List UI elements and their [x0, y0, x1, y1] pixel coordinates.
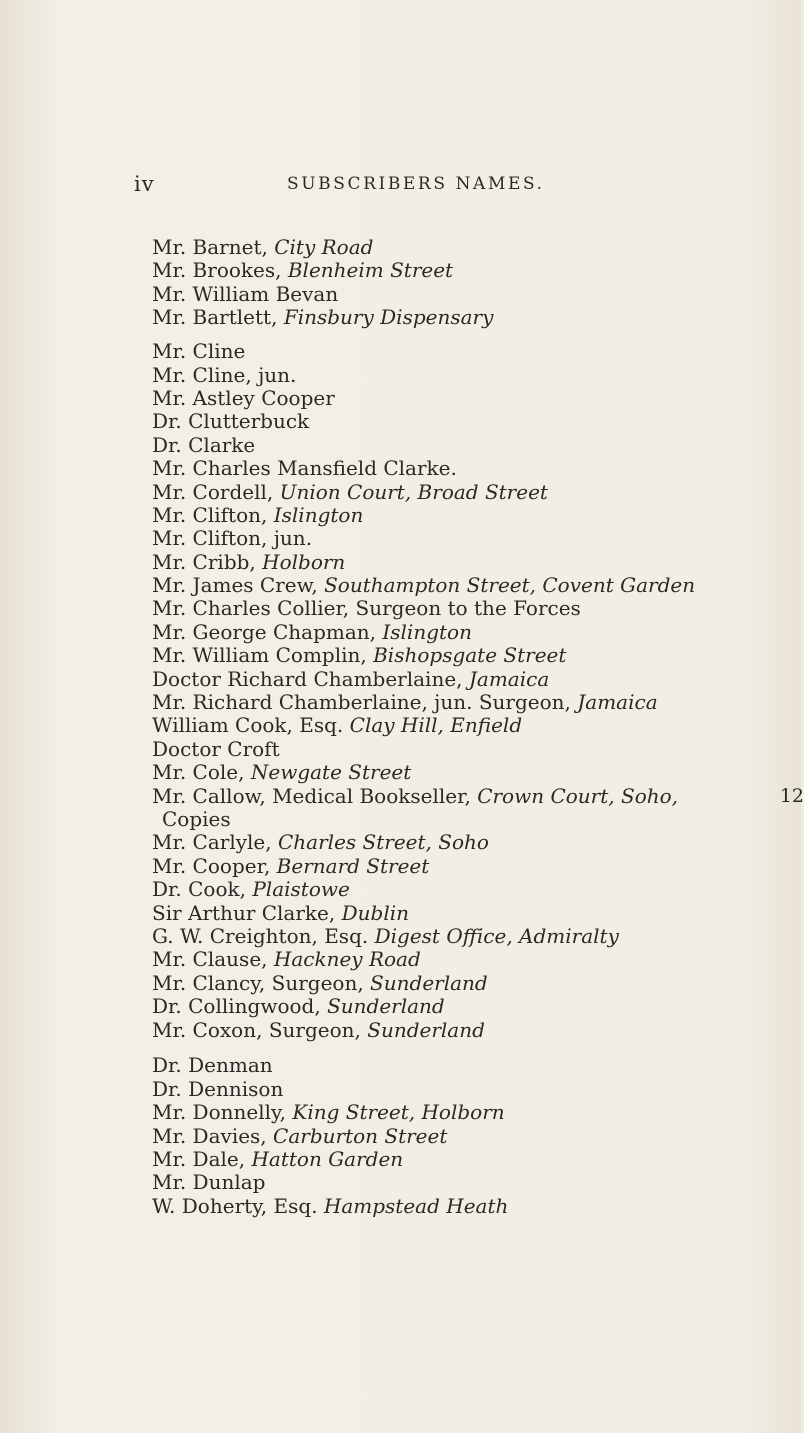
subscriber-entry	[152, 283, 792, 306]
subscriber-name: Copies	[162, 806, 231, 831]
subscriber-name: Mr. William Complin,	[152, 643, 367, 668]
subscriber-entry	[152, 434, 792, 457]
subscriber-place: Southampton Street, Covent Garden	[324, 573, 696, 598]
subscriber-place: Hampstead Heath	[323, 1193, 509, 1218]
subscriber-place: Bernard Street	[276, 853, 430, 878]
subscriber-entry	[152, 972, 792, 995]
subscriber-entry	[152, 621, 792, 644]
subscriber-name: Mr. Clifton, jun.	[152, 526, 313, 551]
subscriber-name: William Cook, Esq.	[152, 713, 344, 738]
subscriber-entry	[152, 1171, 792, 1194]
subscriber-place: Plaistowe	[252, 877, 350, 902]
subscriber-entry	[152, 597, 792, 620]
subscriber-place: Holborn	[262, 549, 346, 574]
subscriber-name: Mr. Cline	[152, 339, 246, 364]
subscriber-entry	[152, 504, 792, 527]
subscriber-place: Clay Hill, Enfield	[349, 713, 523, 738]
subscriber-entry	[152, 410, 792, 433]
subscriber-entry	[152, 831, 792, 854]
subscriber-entry	[152, 1019, 792, 1042]
subscriber-name: Mr. Carlyle,	[152, 830, 272, 855]
subscriber-entry	[152, 1148, 792, 1171]
subscriber-name: Mr. Charles Collier, Surgeon to the Forces	[152, 596, 581, 621]
subscriber-name: Sir Arthur Clarke,	[152, 900, 336, 925]
subscriber-place: Digest Office, Admiralty	[374, 923, 619, 948]
subscriber-entry	[152, 364, 792, 387]
subscriber-name: Dr. Cook,	[152, 877, 246, 902]
subscriber-name: Mr. James Crew,	[152, 573, 318, 598]
subscriber-entry	[152, 995, 792, 1018]
subscriber-name: Dr. Denman	[152, 1053, 273, 1078]
subscriber-entry	[152, 551, 792, 574]
subscriber-place: Sunderland	[327, 994, 445, 1019]
subscriber-name: Dr. Dennison	[152, 1076, 284, 1101]
subscriber-entry	[152, 738, 792, 761]
subscriber-place: Carburton Street	[273, 1123, 448, 1148]
subscriber-entry	[152, 457, 792, 480]
subscriber-entry	[152, 1042, 792, 1078]
subscriber-place: Blenheim Street	[287, 258, 454, 283]
subscriber-entry	[152, 1125, 792, 1148]
subscriber-entry	[152, 1101, 792, 1124]
subscriber-name: Mr. Coxon, Surgeon,	[152, 1017, 361, 1042]
subscriber-name: Mr. Clancy, Surgeon,	[152, 970, 364, 995]
subscriber-name: G. W. Creighton, Esq.	[152, 923, 369, 948]
subscriber-entry	[152, 236, 792, 259]
subscriber-place: King Street, Holborn	[292, 1100, 505, 1125]
subscriber-place: Union Court, Broad Street	[279, 479, 548, 504]
subscriber-entry	[152, 527, 792, 550]
subscriber-entry	[152, 948, 792, 971]
subscriber-name: Mr. Clause,	[152, 947, 268, 972]
subscriber-entry	[152, 1195, 792, 1218]
subscriber-list	[152, 235, 804, 1218]
subscriber-place: Islington	[382, 619, 472, 644]
subscriber-entry	[152, 761, 792, 784]
subscriber-entry	[152, 691, 792, 714]
copies-count: 12	[779, 784, 804, 807]
subscriber-entry	[152, 783, 804, 808]
subscriber-entry	[152, 714, 792, 737]
running-head: SUBSCRIBERS NAMES.	[287, 174, 545, 194]
subscriber-name: Mr. Barnet,	[152, 235, 268, 259]
subscriber-entry	[152, 387, 792, 410]
subscriber-entry	[152, 668, 792, 691]
subscriber-place: Jamaica	[577, 690, 658, 715]
subscriber-entry	[152, 878, 792, 901]
subscriber-name: Mr. Charles Mansfield Clarke.	[152, 456, 457, 481]
page-header	[0, 172, 801, 202]
subscriber-entry	[152, 306, 792, 329]
subscriber-name: Mr. Clifton,	[152, 502, 268, 527]
subscriber-entry	[152, 902, 792, 925]
subscriber-place: Sunderland	[367, 1017, 485, 1042]
subscriber-place: Hackney Road	[273, 947, 421, 972]
subscriber-name: Mr. Cordell,	[152, 479, 274, 504]
subscriber-name: Dr. Clutterbuck	[152, 409, 310, 434]
subscriber-entry	[152, 808, 792, 831]
subscriber-entry	[152, 481, 792, 504]
subscriber-place: Finsbury Dispensary	[283, 305, 494, 330]
subscriber-entry	[152, 330, 792, 364]
subscriber-place: Sunderland	[370, 970, 488, 995]
subscriber-name: Mr. Callow, Medical Bookseller,	[152, 783, 471, 808]
subscriber-name: Mr. Cole,	[152, 760, 245, 785]
subscriber-place: Charles Street, Soho	[278, 830, 489, 855]
subscriber-name: Mr. Richard Chamberlaine, jun. Surgeon,	[152, 690, 571, 715]
subscriber-place: City Road	[274, 235, 374, 259]
subscriber-place: Bishopsgate Street	[373, 643, 567, 668]
subscriber-name: Mr. Dale,	[152, 1147, 246, 1172]
subscriber-name: Doctor Croft	[152, 736, 280, 761]
subscriber-place: Hatton Garden	[251, 1147, 404, 1172]
subscriber-name: Doctor Richard Chamberlaine,	[152, 666, 463, 691]
subscriber-name: Mr. Donnelly,	[152, 1100, 287, 1125]
subscriber-name: Mr. Astley Cooper	[152, 385, 335, 410]
subscriber-name: Mr. Cline, jun.	[152, 362, 297, 387]
subscriber-name: Dr. Collingwood,	[152, 994, 321, 1019]
subscriber-name: Dr. Clarke	[152, 432, 256, 457]
page-number: iv	[134, 172, 155, 196]
subscriber-name: Mr. George Chapman,	[152, 619, 377, 644]
subscriber-place: Islington	[273, 502, 364, 527]
subscriber-entry	[152, 1078, 792, 1101]
subscriber-name: Mr. Davies,	[152, 1123, 267, 1148]
subscriber-place: Jamaica	[468, 666, 550, 691]
subscriber-entry	[152, 855, 792, 878]
subscriber-name: Mr. Bartlett,	[152, 305, 278, 330]
subscriber-entry	[152, 644, 792, 667]
subscriber-name: Mr. Cooper,	[152, 853, 271, 878]
subscriber-name: W. Doherty, Esq.	[152, 1193, 318, 1218]
subscriber-entry	[152, 259, 792, 282]
subscriber-name: Mr. Brookes,	[152, 258, 282, 283]
subscriber-place: Dublin	[341, 900, 409, 925]
subscriber-name: Mr. William Bevan	[152, 281, 339, 306]
subscriber-name: Mr. Dunlap	[152, 1170, 266, 1195]
subscriber-name: Mr. Cribb,	[152, 549, 256, 574]
subscriber-entry	[152, 925, 792, 948]
subscriber-entry	[152, 574, 792, 597]
subscriber-place: Crown Court, Soho,	[477, 783, 679, 808]
subscriber-place: Newgate Street	[250, 760, 412, 785]
